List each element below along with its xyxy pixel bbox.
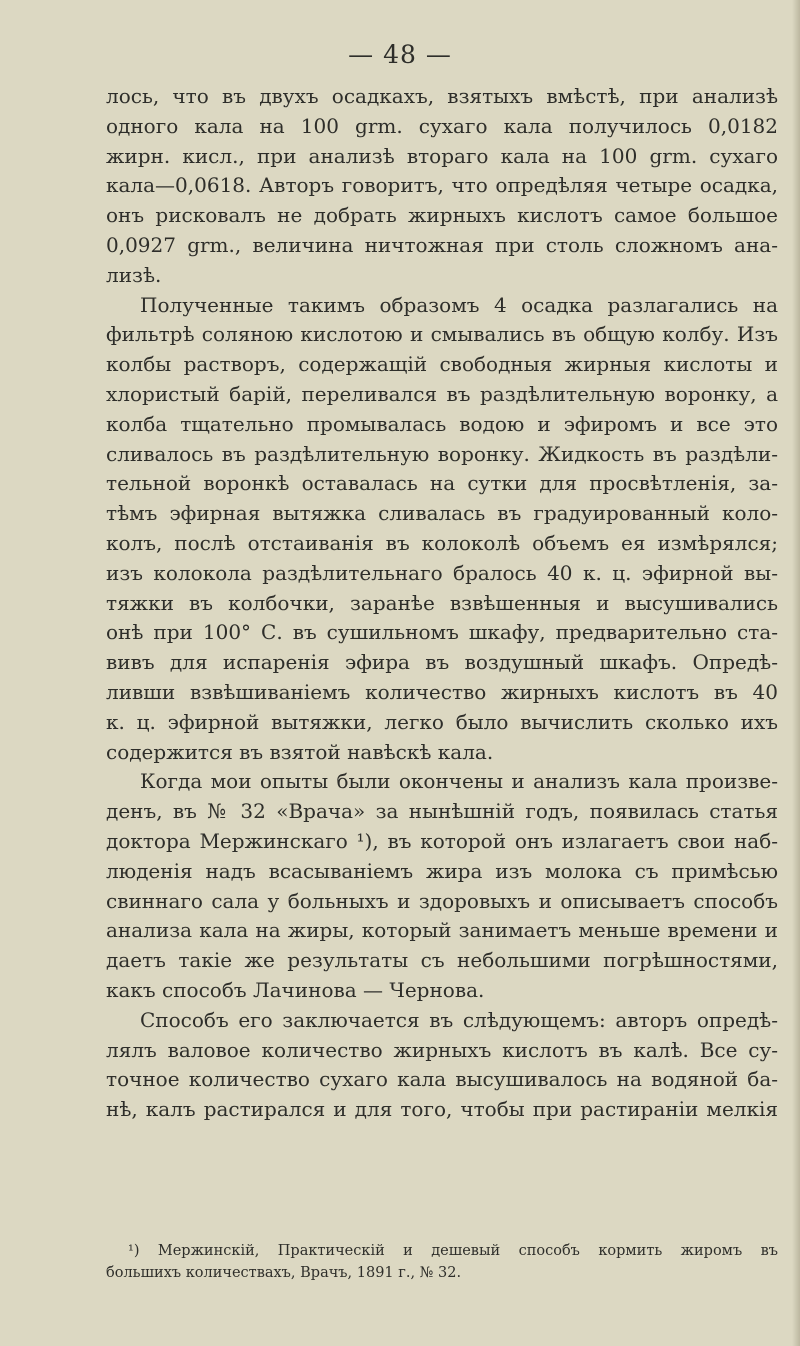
text-line: к. ц. эфирной вытяжки, легко было вычислить сколько ихъ: [106, 709, 778, 734]
text-line: Способъ его заключается въ слѣдующемъ: авторъ опредѣ-: [140, 1007, 778, 1032]
text-line: фильтрѣ соляною кислотою и смывались въ общую колбу. Изъ: [106, 322, 778, 347]
page-number: — 48 —: [348, 40, 452, 69]
text-line: Полученные такимъ образомъ 4 осадка разлагались на: [140, 292, 778, 317]
text-line: доктора Мержинскаго ¹), въ которой онъ излагаетъ свои наб-: [106, 828, 778, 853]
text-line: кала—0,0618. Авторъ говоритъ, что опредѣляя четыре осадка,: [106, 173, 778, 198]
text-line: онъ рисковалъ не добрать жирныхъ кислотъ самое большое: [106, 203, 778, 228]
text-line: колбы растворъ, содержащій свободныя жирныя кислоты и: [106, 352, 778, 377]
text-line: онѣ при 100° С. въ сушильномъ шкафу, предварительно ста-: [106, 620, 778, 645]
text-line: тяжки въ колбочки, заранѣе взвѣшенныя и высушивались: [106, 590, 778, 615]
text-line: свиннаго сала у больныхъ и здоровыхъ и описываетъ способъ: [106, 888, 778, 913]
text-line: тельной воронкѣ оставалась на сутки для просвѣтленія, за-: [106, 471, 778, 496]
text-line: колъ, послѣ отстаиванія въ колоколѣ объемъ ея измѣрялся;: [106, 530, 778, 555]
text-line: изъ колокола раздѣлительнаго бралось 40 к. ц. эфирной вы-: [106, 560, 778, 585]
text-line: денъ, въ № 32 «Врача» за нынѣшній годъ, появилась статья: [106, 799, 778, 824]
text-line: даетъ такіе же результаты съ небольшими погрѣшностями,: [106, 948, 778, 973]
text-line: точное количество сухаго кала высушивалось на водяной ба-: [106, 1067, 778, 1092]
text-line: ливши взвѣшиваніемъ количество жирныхъ кислотъ въ 40: [106, 679, 778, 704]
text-line: сливалось въ раздѣлительную воронку. Жидкость въ раздѣли-: [106, 441, 778, 466]
text-line: лизѣ.: [106, 262, 162, 287]
text-line: какъ способъ Лачинова — Чернова.: [106, 977, 485, 1002]
footnote-line: большихъ количествахъ, Врачъ, 1891 г., № 32.: [106, 1265, 462, 1281]
text-line: лялъ валовое количество жирныхъ кислотъ въ калѣ. Все су-: [106, 1037, 778, 1062]
text-line: тѣмъ эфирная вытяжка сливалась въ градуированный коло-: [106, 501, 778, 526]
body-text: [106, 82, 778, 1125]
text-line: анализа кала на жиры, который занимаетъ меньше времени и: [106, 918, 778, 943]
text-line: лось, что въ двухъ осадкахъ, взятыхъ вмѣстѣ, при анализѣ: [106, 84, 778, 108]
text-line: жирн. кисл., при анализѣ втораго кала на 100 grm. сухаго: [106, 143, 778, 168]
text-line: содержится въ взятой навѣскѣ кала.: [106, 739, 494, 764]
footnote-line: ¹) Мержинскій, Практическій и дешевый способъ кормить жиромъ въ: [128, 1243, 778, 1259]
footnote: [106, 1240, 778, 1284]
text-line: колба тщательно промывалась водою и эфиромъ и все это: [106, 411, 778, 436]
text-line: вивъ для испаренія эфира въ воздушный шкафъ. Опредѣ-: [106, 650, 778, 675]
text-line: нѣ, калъ растирался и для того, чтобы при растираніи мелкія: [106, 1097, 778, 1122]
text-line: хлористый барій, переливался въ раздѣлительную воронку, а: [106, 381, 778, 406]
text-line: одного кала на 100 grm. сухаго кала получилось 0,0182: [106, 113, 778, 138]
text-line: Когда мои опыты были окончены и анализъ кала произве-: [140, 769, 778, 794]
text-line: люденія надъ всасываніемъ жира изъ молока съ примѣсью: [106, 858, 778, 883]
text-line: 0,0927 grm., величина ничтожная при столь сложномъ ана-: [106, 232, 778, 257]
page-edge-shadow: [792, 0, 800, 1346]
